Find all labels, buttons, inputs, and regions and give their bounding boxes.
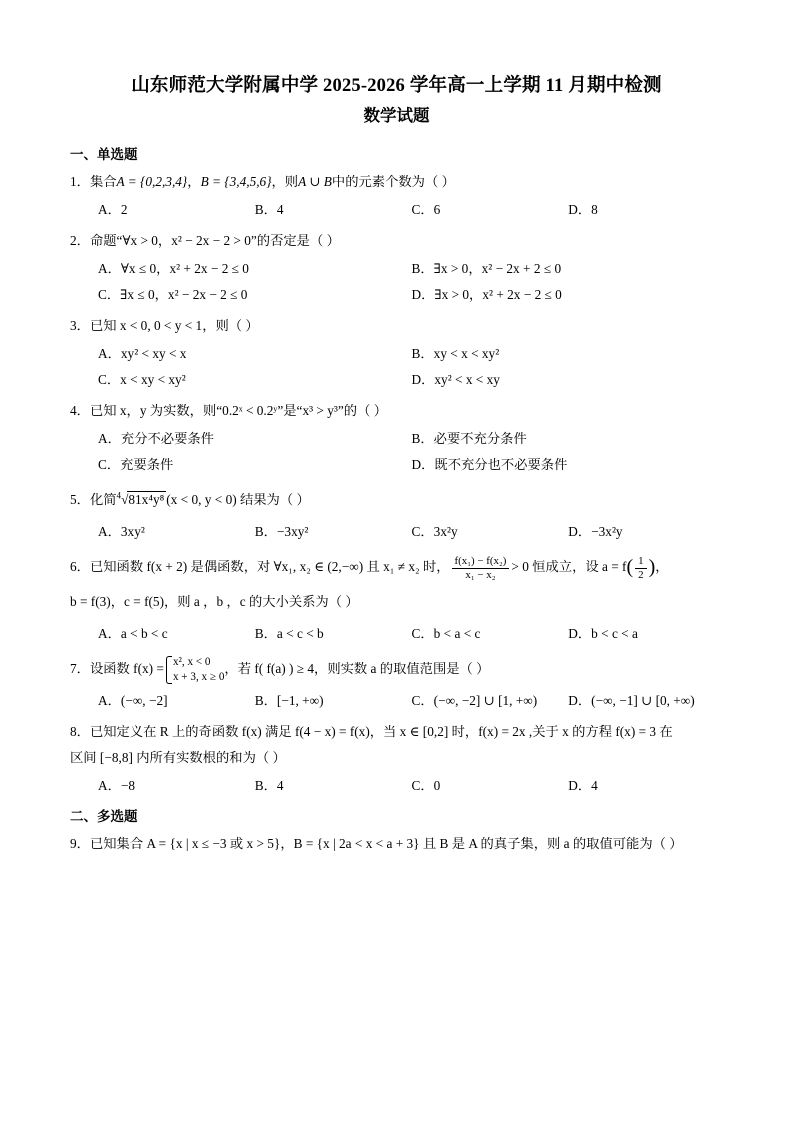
question-1-text-p3: 中的元素个数为（ ） xyxy=(331,174,455,190)
question-1 xyxy=(68,169,725,195)
question-7-case-1: x², x < 0 xyxy=(172,655,211,668)
question-7-case-2: x + 3, x ≥ 0 xyxy=(172,670,225,683)
question-3-option-d[interactable]: D．xy² < x < xy xyxy=(411,372,500,388)
question-7-piecewise xyxy=(164,655,224,685)
question-5-option-d[interactable]: D．−3x²y xyxy=(568,524,623,540)
question-8-options xyxy=(68,773,725,800)
question-6-argument-fraction xyxy=(635,555,646,581)
section-heading-multiple-choice: 二、多选题 xyxy=(70,809,138,825)
question-6-number: 6． xyxy=(70,559,90,575)
question-6-text-line1a: 已知函数 f(x + 2) 是偶函数，对 ∀x₁, x₂ ∈ (2,−∞) 且 x₁ ≠ x₂ 时， xyxy=(89,559,450,575)
question-4-option-d[interactable]: D．既不充分也不必要条件 xyxy=(411,457,568,473)
question-4-option-a[interactable]: A．充分不必要条件 xyxy=(98,430,214,446)
question-7-text-suffix: ，若 f( f(a) ) ≥ 4，则实数 a 的取值范围是（ ） xyxy=(224,660,490,676)
question-1-set-a: A = {0,2,3,4} xyxy=(116,174,188,190)
question-2-option-b[interactable]: B．∃x > 0，x² − 2x + 2 ≤ 0 xyxy=(411,260,562,276)
question-8-option-a[interactable]: A．−8 xyxy=(98,777,136,793)
question-1-comma: ， xyxy=(187,174,201,190)
question-9 xyxy=(68,831,725,857)
question-7-number: 7． xyxy=(70,660,90,676)
question-6-fraction-numerator: f(x₁) − f(x₂) xyxy=(452,555,510,569)
question-4-option-c[interactable]: C．充要条件 xyxy=(98,457,174,473)
question-1-set-b: B = {3,4,5,6} xyxy=(200,174,272,190)
question-2-text: 命题“∀x > 0，x² − 2x − 2 > 0”的否定是（ ） xyxy=(89,232,340,248)
question-7-option-d[interactable]: D．(−∞, −1] ∪ [0, +∞) xyxy=(568,693,695,709)
question-3-text: 已知 x < 0, 0 < y < 1，则（ ） xyxy=(89,317,259,333)
page-title: 山东师范大学附属中学 2025-2026 学年高一上学期 11 月期中检测 xyxy=(131,76,662,96)
question-6-fraction-denominator: x₁ − x₂ xyxy=(465,568,496,581)
question-6-fraction xyxy=(452,555,510,581)
question-9-text: 已知集合 A = {x | x ≤ −3 或 x > 5}，B = {x | 2a < x < a + 3} 且 B 是 A 的真子集，则 a 的取值可能为（ ） xyxy=(89,836,683,852)
question-5-text-suffix: (x < 0, y < 0) 结果为（ ） xyxy=(166,491,310,507)
question-3-option-c[interactable]: C．x < xy < xy² xyxy=(98,372,186,388)
question-7-text-prefix: 设函数 f(x) = xyxy=(89,660,164,676)
question-5-radical: $^4$√81x⁴y⁸ xyxy=(116,490,165,507)
question-3-option-b[interactable]: B．xy < x < xy² xyxy=(411,345,500,361)
question-3 xyxy=(68,313,725,339)
question-1-option-a[interactable]: A．2 xyxy=(98,201,128,217)
question-6-text-line2: b = f(3)，c = f(5)，则 a ，b ，c 的大小关系为（ ） xyxy=(70,593,359,609)
question-1-option-b[interactable]: B．4 xyxy=(254,201,284,217)
question-6-argument-numerator: 1 xyxy=(635,555,646,569)
question-8-option-b[interactable]: B．4 xyxy=(254,777,284,793)
question-3-options xyxy=(68,341,725,394)
question-7-option-a[interactable]: A．(−∞, −2] xyxy=(98,693,168,709)
question-5-option-c[interactable]: C．3x²y xyxy=(411,524,458,540)
question-1-option-d[interactable]: D．8 xyxy=(568,201,598,217)
question-7-options xyxy=(68,688,725,715)
question-1-union: A ∪ B xyxy=(298,174,332,190)
question-8-number: 8． xyxy=(70,723,90,739)
question-5-options xyxy=(68,519,725,546)
question-2-number: 2． xyxy=(70,232,90,248)
question-5-text-prefix: 化简 xyxy=(89,491,117,507)
question-7 xyxy=(68,652,725,687)
question-6-argument-denominator: 2 xyxy=(638,568,644,581)
question-8 xyxy=(68,719,725,771)
question-2 xyxy=(68,228,725,254)
question-2-options xyxy=(68,256,725,309)
question-6: 6．已知函数 f(x + 2) 是偶函数，对 ∀x₁, x₂ ∈ (2,−∞) 且 x₁ ≠ x₂ 时， $\frac{\text{f(x₁) − f(x₂)}}{\text{x₁ − x₂}}$ > 0 恒成立，设 a = f( $\frac{1}{2}$ )， b = f(3)，c = f(5)，则 a ，b ，c 的大小关系为（ ） xyxy=(68,550,725,619)
question-2-option-a[interactable]: A．∀x ≤ 0，x² + 2x − 2 ≤ 0 xyxy=(98,260,249,276)
question-5-root-index: 4 xyxy=(116,490,122,501)
question-6-option-c[interactable]: C．b < a < c xyxy=(411,626,481,642)
question-7-option-c[interactable]: C．(−∞, −2] ∪ [1, +∞) xyxy=(411,693,538,709)
question-9-number: 9． xyxy=(70,836,90,852)
question-1-text-p2: ，则 xyxy=(271,174,299,190)
question-2-option-d[interactable]: D．∃x > 0，x² + 2x − 2 ≤ 0 xyxy=(411,287,562,303)
question-6-option-a[interactable]: A．a < b < c xyxy=(98,626,168,642)
question-6-option-d[interactable]: D．b < c < a xyxy=(568,626,638,642)
question-8-text-line1: 已知定义在 R 上的奇函数 f(x) 满足 f(4 − x) = f(x)，当 x ∈ [0,2] 时，f(x) = 2x ,关于 x 的方程 f(x) = 3 在 xyxy=(89,723,673,739)
question-3-number: 3． xyxy=(70,317,90,333)
question-2-option-c[interactable]: C．∃x ≤ 0，x² − 2x − 2 ≤ 0 xyxy=(98,287,248,303)
question-6-text-line1b: > 0 恒成立，设 a = f xyxy=(511,559,627,575)
question-8-option-d[interactable]: D．4 xyxy=(568,777,598,793)
question-6-option-b[interactable]: B．a < c < b xyxy=(254,626,324,642)
question-4 xyxy=(68,398,725,424)
question-6-left-paren: ( xyxy=(626,556,634,579)
question-4-option-b[interactable]: B．必要不充分条件 xyxy=(411,430,527,446)
question-4-number: 4． xyxy=(70,402,90,418)
question-1-text-p1: 集合 xyxy=(89,174,117,190)
question-3-option-a[interactable]: A．xy² < xy < x xyxy=(98,345,187,361)
page-subtitle: 数学试题 xyxy=(363,105,430,125)
question-5-option-b[interactable]: B．−3xy² xyxy=(254,524,309,540)
question-5-number: 5． xyxy=(70,491,90,507)
question-1-options xyxy=(68,197,725,224)
question-6-right-paren: ) xyxy=(648,556,656,579)
question-5-option-a[interactable]: A．3xy² xyxy=(98,524,145,540)
question-5 xyxy=(68,483,725,518)
question-7-option-b[interactable]: B．[−1, +∞) xyxy=(254,693,324,709)
question-8-option-c[interactable]: C．0 xyxy=(411,777,441,793)
question-6-options xyxy=(68,621,725,648)
question-4-options xyxy=(68,426,725,479)
question-1-option-c[interactable]: C．6 xyxy=(411,201,441,217)
question-5-radicand: 81x⁴y⁸ xyxy=(128,491,165,507)
question-4-text: 已知 x，y 为实数，则“0.2ˣ < 0.2ʸ”是“x³ > y³”的（ ） xyxy=(89,402,387,418)
question-8-text-line2: 区间 [−8,8] 内所有实数根的和为（ ） xyxy=(70,749,286,765)
section-heading-single-choice: 一、单选题 xyxy=(70,147,138,163)
question-1-number: 1． xyxy=(70,174,90,190)
